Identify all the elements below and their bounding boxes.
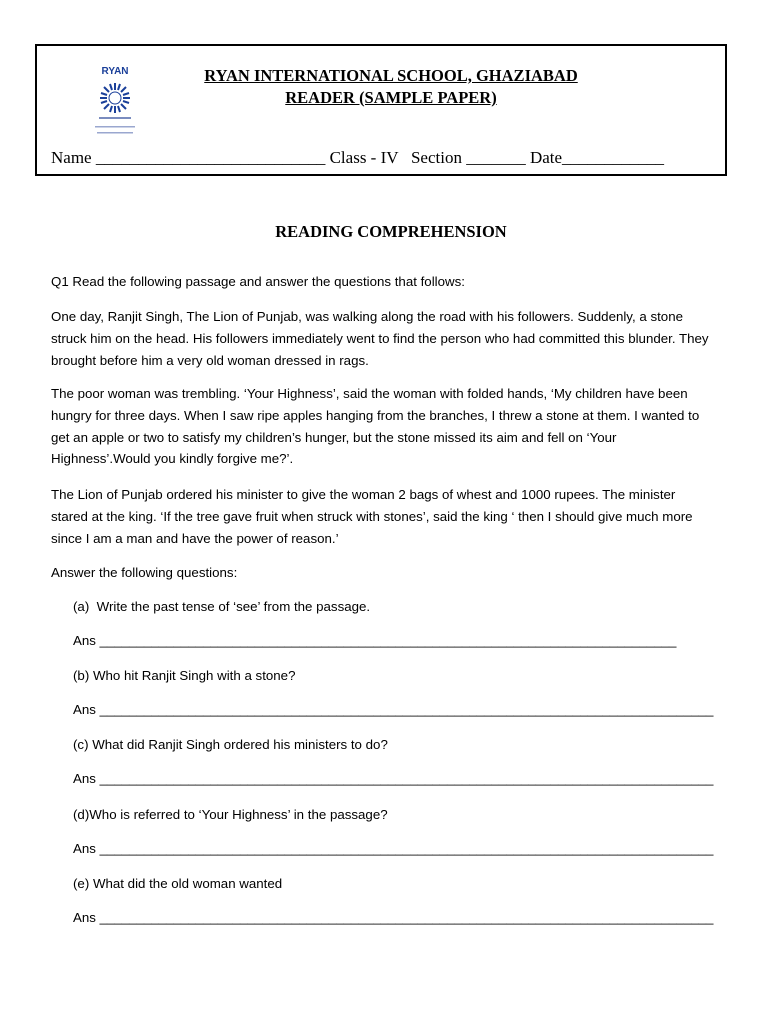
questions-intro: Answer the following questions: — [51, 565, 238, 580]
instruction-text: Q1 Read the following passage and answer the questions that follows: — [51, 274, 465, 289]
question-d: (d)Who is referred to ‘Your Highness’ in the passage? — [73, 807, 388, 822]
school-name: RYAN INTERNATIONAL SCHOOL, GHAZIABAD — [204, 66, 578, 85]
student-info-line[interactable]: Name ___________________________ Class - IV Section _______ Date____________ — [51, 148, 665, 167]
answer-line-b[interactable]: Ans ___________________________________________________________________________________ — [73, 702, 714, 717]
question-c: (c) What did Ranjit Singh ordered his ministers to do? — [73, 737, 388, 752]
passage-paragraph-3: The Lion of Punjab ordered his minister to give the woman 2 bags of whest and 1000 rupees. The minister stared at the king. ‘If the tree gave fruit when struck with stones’, said the king ‘ then I should give much more since I am a man and have the power of reason.’ — [51, 487, 693, 546]
logo-text: RYAN — [101, 66, 129, 77]
answer-line-c[interactable]: Ans ___________________________________________________________________________________ — [73, 771, 714, 786]
passage-paragraph-1: One day, Ranjit Singh, The Lion of Punjab, was walking along the road with his followers. Suddenly, a stone struck him on the head. His followers immediately went to find the person who had committed this blunder. They brought before him a very old woman dressed in rags. — [51, 309, 709, 368]
passage-paragraph-2: The poor woman was trembling. ‘Your Highness’, said the woman with folded hands, ‘My children have been hungry for three days. When I saw ripe apples hanging from the branches, I threw a stone at them. I wanted to get an apple or two to satisfy my children’s hunger, but the stone missed its aim and fell on ‘Your Highness’.Would you kindly forgive me?’. — [51, 386, 700, 467]
answer-line-e[interactable]: Ans ___________________________________________________________________________________ — [73, 910, 714, 925]
section-title: READING COMPREHENSION — [275, 222, 507, 241]
answer-line-d[interactable]: Ans ___________________________________________________________________________________ — [73, 841, 714, 856]
paper-title: READER (SAMPLE PAPER) — [285, 88, 497, 107]
question-b: (b) Who hit Ranjit Singh with a stone? — [73, 668, 296, 683]
question-a: (a) Write the past tense of ‘see’ from the passage. — [73, 599, 371, 614]
question-e: (e) What did the old woman wanted — [73, 876, 283, 891]
answer-line-a[interactable]: Ans ______________________________________________________________________________ — [73, 633, 677, 648]
header-box — [35, 44, 727, 176]
